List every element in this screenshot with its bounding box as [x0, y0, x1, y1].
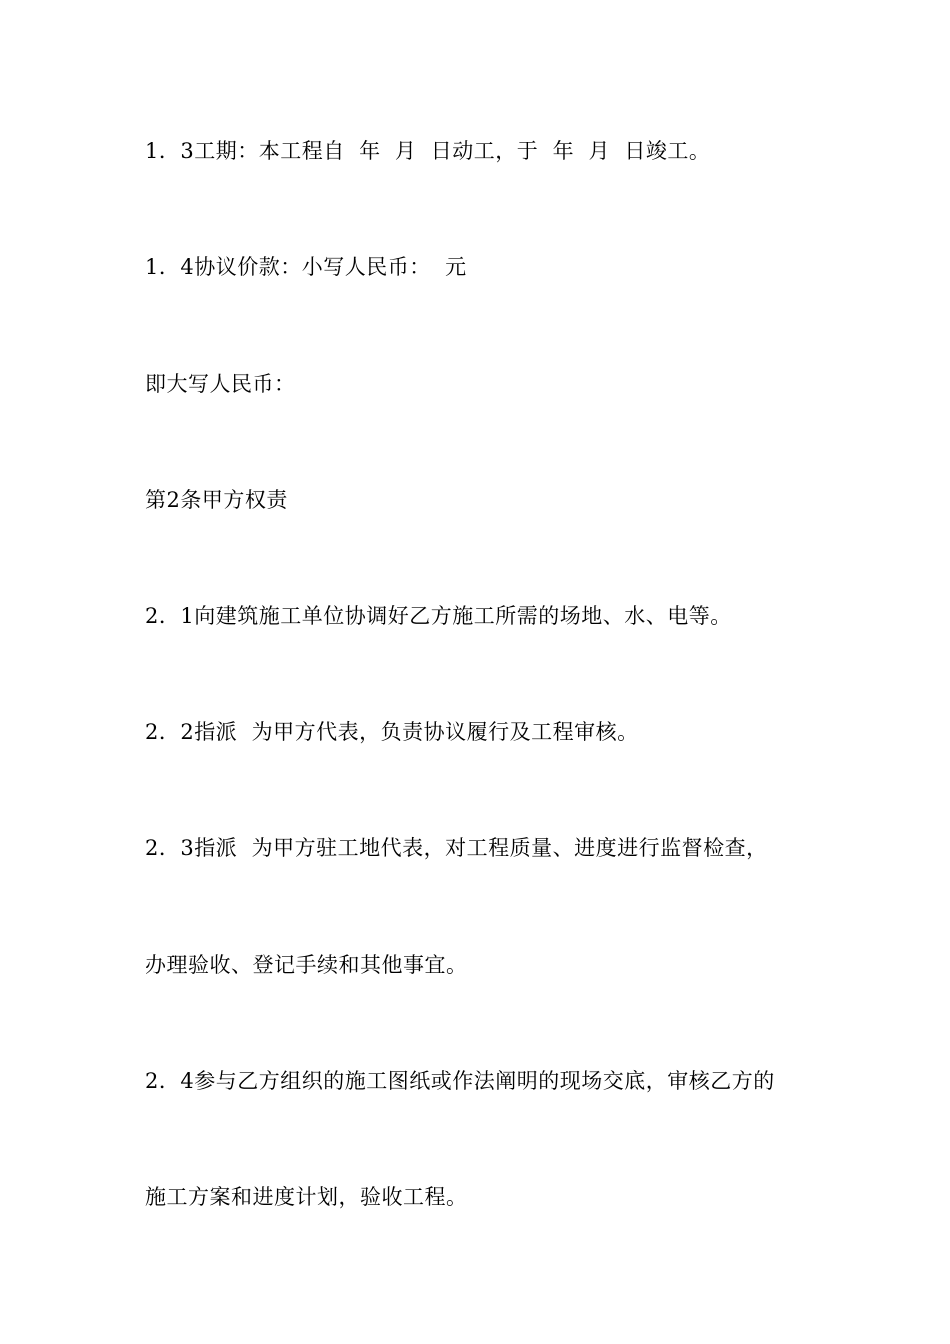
clause-2-4-continued: 施工方案和进度计划，验收工程。 — [145, 1185, 468, 1209]
clause-2-2: 2．2指派 为甲方代表，负责协议履行及工程审核。 — [145, 720, 639, 744]
clause-1-4-price: 1．4协议价款：小写人民币： 元 — [145, 255, 467, 279]
clause-2-1: 2．1向建筑施工单位协调好乙方施工所需的场地、水、电等。 — [145, 604, 732, 628]
price-in-words: 即大写人民币： — [145, 372, 296, 396]
clause-1-3-duration: 1．3工期：本工程自 年 月 日动工，于 年 月 日竣工。 — [145, 139, 711, 163]
clause-2-3-continued: 办理验收、登记手续和其他事宜。 — [145, 953, 468, 977]
clause-2-4: 2．4参与乙方组织的施工图纸或作法阐明的现场交底，审核乙方的 — [145, 1069, 775, 1093]
clause-2-3: 2．3指派 为甲方驻工地代表，对工程质量、进度进行监督检查， — [145, 836, 768, 860]
section-heading-article-2: 第2条甲方权责 — [145, 488, 288, 512]
